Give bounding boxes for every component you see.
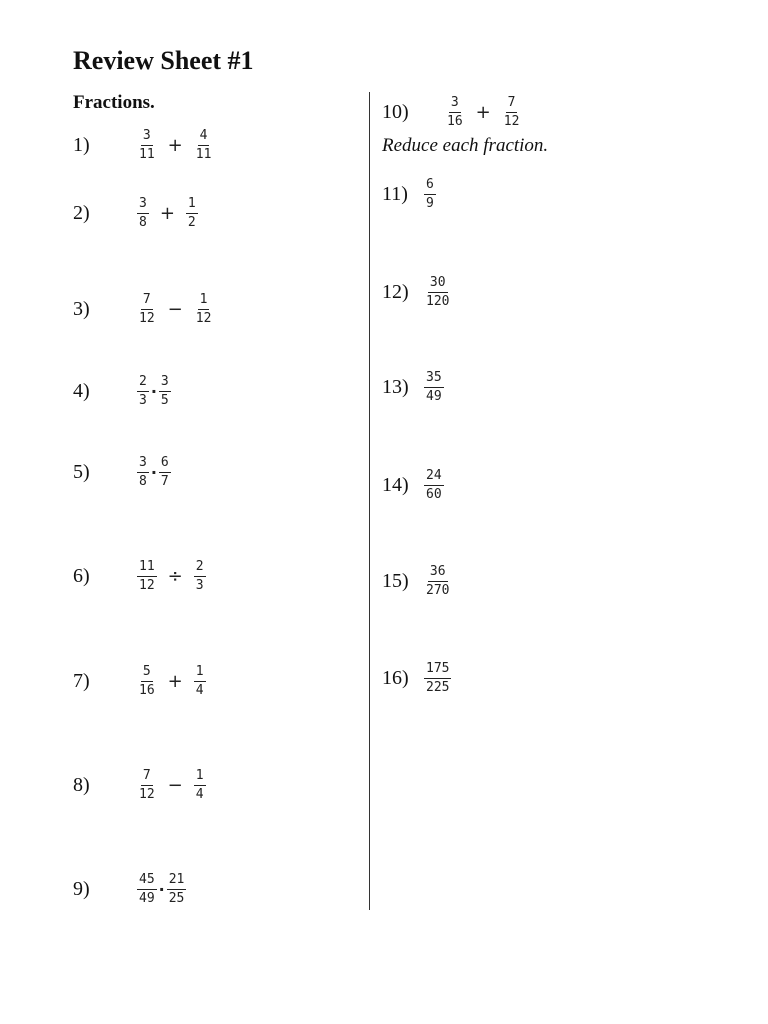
- fraction: [137, 768, 157, 803]
- fraction: [424, 370, 444, 405]
- fraction: [424, 564, 451, 599]
- problem-4: [73, 371, 353, 411]
- fraction: [194, 664, 206, 699]
- operator: −: [167, 774, 183, 796]
- numerator: 7: [506, 95, 518, 113]
- problem-number: 10): [382, 101, 409, 123]
- problem-1: [73, 125, 353, 165]
- numerator: 36: [428, 564, 448, 582]
- fraction: [167, 872, 187, 907]
- numerator: 11: [137, 559, 157, 577]
- fraction: [424, 275, 451, 310]
- numerator: 30: [428, 275, 448, 293]
- operator: ·: [150, 462, 157, 482]
- expression: [424, 272, 451, 312]
- problem-number: 16): [382, 667, 409, 689]
- problem-16: [382, 658, 742, 698]
- problem-number: 7): [73, 670, 90, 692]
- expression: [137, 869, 186, 909]
- denominator: 2: [187, 214, 196, 230]
- operator: +: [167, 670, 183, 692]
- numerator: 3: [159, 374, 171, 392]
- problem-number: 2): [73, 202, 90, 224]
- page-title: Review Sheet #1: [73, 46, 254, 75]
- numerator: 3: [137, 196, 149, 214]
- numerator: 7: [141, 768, 153, 786]
- numerator: 1: [186, 196, 198, 214]
- denominator: 4: [195, 786, 204, 802]
- denominator: 16: [139, 682, 155, 698]
- expression: [137, 452, 171, 492]
- problem-9: [73, 869, 353, 909]
- problem-number: 9): [73, 878, 90, 900]
- problem-5: [73, 452, 353, 492]
- numerator: 1: [194, 768, 206, 786]
- denominator: 11: [139, 146, 155, 162]
- expression: [137, 661, 206, 701]
- expression: [137, 371, 171, 411]
- problem-number: 8): [73, 774, 90, 796]
- numerator: 7: [141, 292, 153, 310]
- fraction: [159, 374, 171, 409]
- operator: ·: [150, 381, 157, 401]
- denominator: 12: [195, 310, 212, 326]
- fraction: [194, 292, 214, 327]
- operator: −: [167, 298, 183, 320]
- problem-number: 3): [73, 298, 90, 320]
- problem-number: 6): [73, 565, 90, 587]
- denominator: 25: [168, 890, 185, 906]
- denominator: 3: [195, 577, 204, 593]
- problem-11: [382, 174, 742, 214]
- problem-number: 11): [382, 183, 408, 205]
- numerator: 3: [141, 128, 153, 146]
- denominator: 120: [426, 293, 450, 309]
- numerator: 5: [141, 664, 153, 682]
- expression: [424, 174, 436, 214]
- numerator: 4: [198, 128, 210, 146]
- expression: [137, 556, 206, 596]
- operator: +: [159, 202, 175, 224]
- fraction: [424, 468, 444, 503]
- fraction: [137, 374, 149, 409]
- fraction: [194, 768, 206, 803]
- fraction: [137, 196, 149, 231]
- reduce-instruction: Reduce each fraction.: [382, 135, 549, 156]
- denominator: 8: [139, 473, 147, 489]
- operator: ·: [158, 879, 165, 899]
- denominator: 60: [426, 486, 442, 502]
- denominator: 12: [503, 113, 520, 129]
- expression: [137, 289, 213, 329]
- numerator: 6: [159, 455, 171, 473]
- problem-3: [73, 289, 353, 329]
- problem-12: [382, 272, 742, 312]
- problem-7: [73, 661, 353, 701]
- denominator: 4: [195, 682, 204, 698]
- problem-number: 13): [382, 376, 409, 398]
- numerator: 1: [198, 292, 210, 310]
- operator: ÷: [167, 565, 183, 587]
- denominator: 12: [139, 577, 155, 593]
- expression: [137, 125, 213, 165]
- expression: [424, 367, 444, 407]
- column-divider: [369, 92, 370, 910]
- expression: [445, 92, 521, 132]
- numerator: 1: [194, 664, 206, 682]
- denominator: 9: [426, 195, 434, 211]
- fraction: [194, 559, 206, 594]
- fraction: [137, 559, 157, 594]
- denominator: 12: [139, 786, 155, 802]
- numerator: 35: [424, 370, 444, 388]
- numerator: 2: [194, 559, 206, 577]
- problem-number: 12): [382, 281, 409, 303]
- fraction: [137, 872, 157, 907]
- fraction: [137, 664, 157, 699]
- fraction: [445, 95, 465, 130]
- operator: +: [167, 134, 183, 156]
- denominator: 12: [139, 310, 155, 326]
- fraction: [137, 292, 157, 327]
- numerator: 6: [424, 177, 436, 195]
- numerator: 3: [449, 95, 461, 113]
- numerator: 45: [137, 872, 157, 890]
- problem-number: 1): [73, 134, 90, 156]
- denominator: 49: [139, 890, 155, 906]
- expression: [424, 658, 451, 698]
- numerator: 2: [137, 374, 149, 392]
- fraction: [186, 196, 198, 231]
- denominator: 16: [447, 113, 463, 129]
- problem-number: 14): [382, 474, 409, 496]
- expression: [424, 465, 444, 505]
- problem-6: [73, 556, 353, 596]
- expression: [137, 193, 198, 233]
- fraction: [137, 455, 149, 490]
- denominator: 8: [139, 214, 147, 230]
- problem-8: [73, 765, 353, 805]
- problem-14: [382, 465, 742, 505]
- denominator: 49: [426, 388, 442, 404]
- problem-2: [73, 193, 353, 233]
- denominator: 225: [426, 679, 450, 695]
- section-heading: Fractions.: [73, 92, 155, 113]
- denominator: 5: [160, 392, 169, 408]
- fraction: [159, 455, 171, 490]
- denominator: 3: [139, 392, 147, 408]
- problem-10: [382, 92, 742, 132]
- fraction: [424, 177, 436, 212]
- problem-number: 4): [73, 380, 90, 402]
- numerator: 21: [167, 872, 187, 890]
- problem-13: [382, 367, 742, 407]
- numerator: 3: [137, 455, 149, 473]
- numerator: 24: [424, 468, 444, 486]
- problem-15: [382, 561, 742, 601]
- fraction: [424, 661, 451, 696]
- fraction: [502, 95, 522, 130]
- denominator: 7: [160, 473, 169, 489]
- problem-number: 15): [382, 570, 409, 592]
- expression: [424, 561, 451, 601]
- fraction: [194, 128, 214, 163]
- numerator: 175: [424, 661, 451, 679]
- denominator: 270: [426, 582, 450, 598]
- operator: +: [475, 101, 491, 123]
- expression: [137, 765, 206, 805]
- denominator: 11: [195, 146, 212, 162]
- fraction: [137, 128, 157, 163]
- problem-number: 5): [73, 461, 90, 483]
